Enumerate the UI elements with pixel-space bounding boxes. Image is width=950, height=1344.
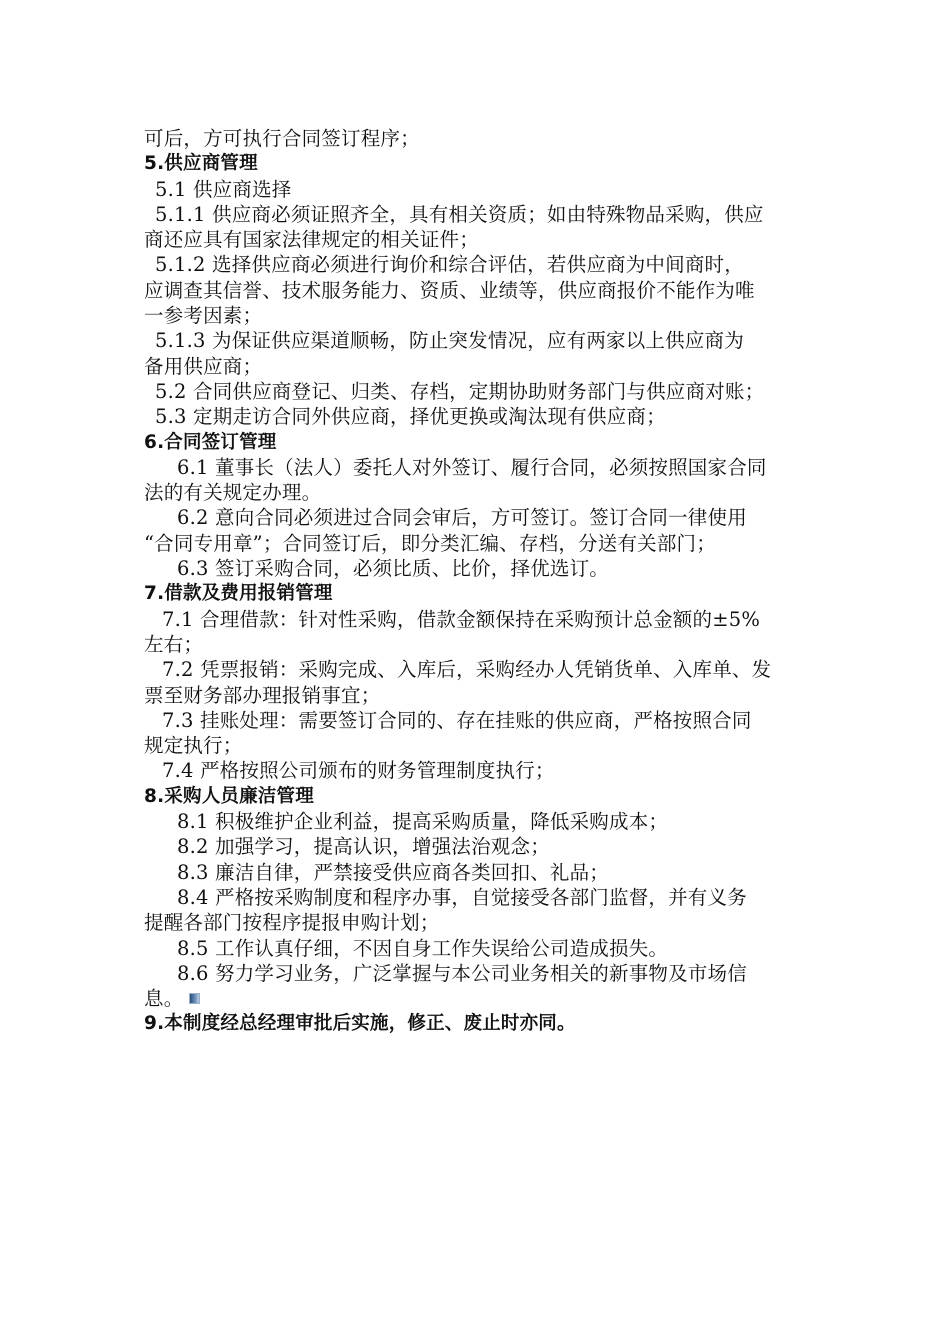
text-line: 备用供应商； [144, 354, 263, 378]
text-line: 8.2 加强学习，提高认识，增强法治观念； [177, 835, 550, 859]
text-line: 7.2 凭票报销：采购完成、入库后，采购经办人凭销货单、入库单、发 [162, 658, 772, 682]
text-line: 可后，方可执行合同签订程序； [144, 127, 420, 150]
text-line: 7.3 挂账处理：需要签订合同的、存在挂账的供应商，严格按照合同 [162, 708, 752, 732]
text-line: 提醒各部门按程序提报申购计划； [144, 911, 440, 935]
section-heading: 5.供应商管理 [144, 153, 258, 175]
text-line: “合同专用章”；合同签订后，即分类汇编、存档，分送有关部门； [144, 531, 716, 555]
text-line: 8.5 工作认真仔细，不因自身工作失误给公司造成损失。 [177, 936, 669, 960]
section-heading: 6.合同签订管理 [144, 431, 277, 453]
text-line: 5.1.1 供应商必须证照齐全，具有相关资质；如由特殊物品采购，供应 [155, 202, 764, 226]
text-line: 5.1.2 选择供应商必须进行询价和综合评估，若供应商为中间商时， [155, 253, 744, 277]
text-line: 8.3 廉洁自律，严禁接受供应商各类回扣、礼品； [177, 860, 610, 884]
text-line: 商还应具有国家法律规定的相关证件； [144, 228, 479, 252]
text-line: 6.2 意向合同必须进过合同会审后，方可签订。签订合同一律使用 [177, 506, 747, 530]
text-line: 8.6 努力学习业务，广泛掌握与本公司业务相关的新事物及市场信 [177, 961, 747, 985]
text-line: 法的有关规定办理。 [144, 481, 322, 505]
text-line: 规定执行； [144, 734, 243, 758]
text-line: 8.4 严格按采购制度和程序办事，自觉接受各部门监督，并有义务 [177, 885, 747, 909]
subsection-heading: 5.1 供应商选择 [155, 177, 292, 201]
text-line: 5.2 合同供应商登记、归类、存档，定期协助财务部门与供应商对账； [155, 379, 765, 403]
text-line: 7.4 严格按照公司颁布的财务管理制度执行； [162, 759, 555, 783]
text-line: 左右； [144, 632, 204, 656]
text-line-with-marker [144, 986, 808, 1011]
text-line: 5.3 定期走访合同外供应商，择优更换或淘汰现有供应商； [155, 405, 666, 429]
text-line: 8.1 积极维护企业利益，提高采购质量，降低采购成本； [177, 810, 669, 834]
text-line: 7.1 合理借款：针对性采购，借款金额保持在采购预计总金额的±5% [162, 607, 761, 631]
text-line: 6.3 签订采购合同，必须比质、比价，择优选订。 [177, 557, 610, 581]
text-line: 应调查其信誉、技术服务能力、资质、业绩等，供应商报价不能作为唯 [144, 278, 755, 302]
section-heading: 9.本制度经总经理审批后实施，修正、废止时亦同。 [144, 1013, 576, 1035]
text-line: 票至财务部办理报销事宜； [144, 683, 381, 707]
object-anchor-icon [189, 993, 200, 1004]
text-line: 息。 [144, 987, 184, 1011]
text-line: 5.1.3 为保证供应渠道顺畅，防止突发情况，应有两家以上供应商为 [155, 329, 744, 353]
text-line: 6.1 董事长（法人）委托人对外签订、履行合同，必须按照国家合同 [177, 455, 767, 479]
text-line: 一参考因素； [144, 304, 263, 328]
document-page [144, 126, 808, 1037]
section-heading: 8.采购人员廉洁管理 [144, 785, 314, 807]
section-heading: 7.借款及费用报销管理 [144, 583, 333, 605]
